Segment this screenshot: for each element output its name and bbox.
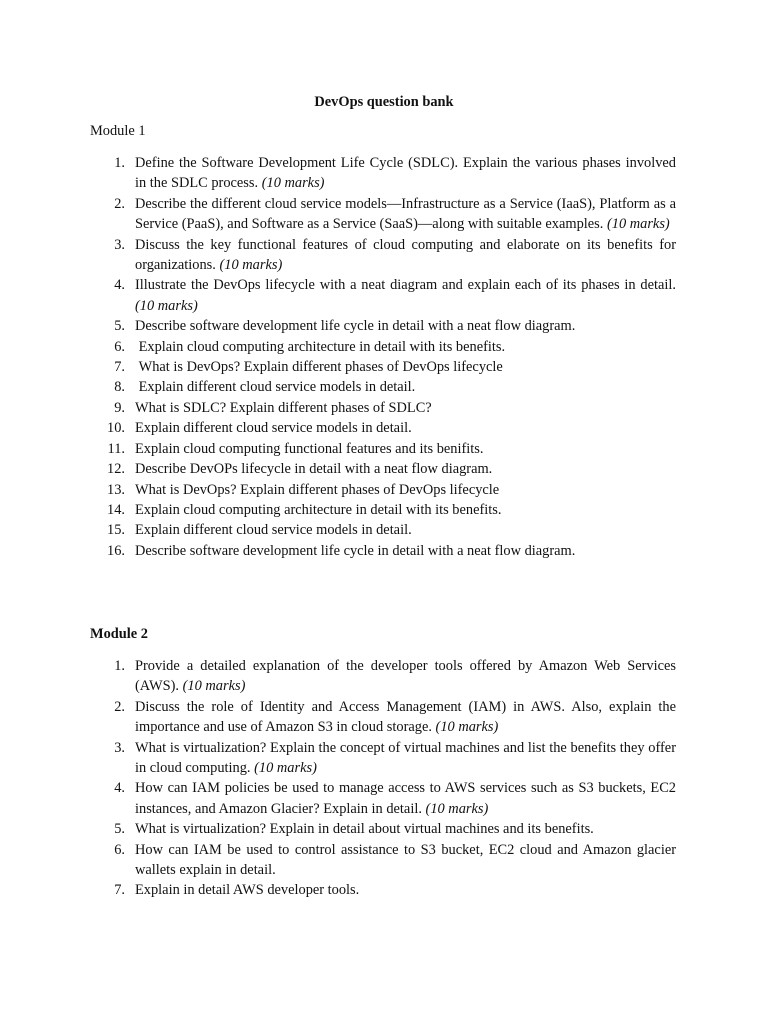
question-item <box>90 377 676 397</box>
module-2-question-list <box>90 656 676 901</box>
question-item <box>90 337 676 357</box>
question-item <box>90 418 676 438</box>
question-text: What is virtualization? Explain in detail about virtual machines and its benefits. <box>135 821 594 838</box>
question-text: Provide a detailed explanation of the developer tools offered by Amazon Web Services (AWS). <box>135 658 676 695</box>
question-text: Describe DevOPs lifecycle in detail with a neat flow diagram. <box>135 461 493 478</box>
module-2-heading: Module 2 <box>90 626 148 642</box>
question-text: How can IAM policies be used to manage access to AWS services such as S3 buckets, EC2 instances, and Amazon Glacier? Explain in detail. <box>135 780 676 817</box>
question-text: Explain cloud computing architecture in detail with its benefits. <box>135 338 506 355</box>
question-text: What is DevOps? Explain different phases of DevOps lifecycle <box>135 359 503 376</box>
question-marks: (10 marks) <box>135 297 198 314</box>
question-number: 2. <box>114 195 125 212</box>
module-1-heading: Module 1 <box>90 123 146 139</box>
question-number: 5. <box>114 821 125 838</box>
question-item <box>90 840 676 881</box>
question-number: 5. <box>114 318 125 335</box>
question-item <box>90 357 676 377</box>
question-marks: (10 marks) <box>425 800 489 817</box>
question-text: What is virtualization? Explain the concept of virtual machines and list the benefits they offer in cloud computing. <box>135 739 676 777</box>
question-item <box>90 541 676 561</box>
question-item <box>90 316 676 336</box>
question-number: 15. <box>107 522 125 539</box>
question-item <box>90 398 676 418</box>
module-1-question-list <box>90 153 676 561</box>
question-item <box>90 235 676 276</box>
question-number: 3. <box>114 739 125 756</box>
question-number: 6. <box>114 841 125 858</box>
question-item <box>90 500 676 520</box>
question-item <box>90 778 676 819</box>
question-marks: (10 marks) <box>219 257 283 274</box>
question-item <box>90 194 676 235</box>
question-text: Discuss the key functional features of cloud computing and elaborate on its benefits for organizations. <box>135 236 676 274</box>
question-marks: (10 marks) <box>435 719 499 736</box>
question-item <box>90 439 676 459</box>
question-number: 2. <box>114 698 125 715</box>
question-number: 8. <box>114 379 125 396</box>
question-marks: (10 marks) <box>182 678 246 695</box>
question-item <box>90 738 676 779</box>
question-item <box>90 697 676 738</box>
question-marks: (10 marks) <box>606 216 670 233</box>
question-text: Illustrate the DevOps lifecycle with a neat diagram and explain each of its phases in detail. <box>135 277 676 294</box>
question-text: Describe software development life cycle in detail with a neat flow diagram. <box>135 318 576 335</box>
question-number: 12. <box>107 461 125 478</box>
question-item <box>90 480 676 500</box>
question-text: Explain in detail AWS developer tools. <box>135 882 360 899</box>
question-number: 14. <box>107 501 125 518</box>
question-item <box>90 153 676 194</box>
question-number: 16. <box>107 542 125 559</box>
question-number: 4. <box>114 780 125 797</box>
question-text: Describe the different cloud service models—Infrastructure as a Service (IaaS), Platform as a Service (PaaS), and Software as a Service (SaaS)—along with suitable examples. <box>135 195 676 233</box>
question-text: Explain different cloud service models in detail. <box>135 420 412 437</box>
question-number: 7. <box>114 882 125 899</box>
question-text: Explain cloud computing functional features and its benifits. <box>135 440 484 457</box>
question-text: What is DevOps? Explain different phases of DevOps lifecycle <box>135 481 500 498</box>
question-number: 9. <box>114 399 125 416</box>
question-text: What is SDLC? Explain different phases of SDLC? <box>135 399 432 416</box>
question-number: 3. <box>114 236 125 253</box>
question-text: Describe software development life cycle in detail with a neat flow diagram. <box>135 542 576 559</box>
question-item <box>90 520 676 540</box>
question-item <box>90 459 676 479</box>
question-item <box>90 275 676 316</box>
question-text: Explain cloud computing architecture in detail with its benefits. <box>135 501 502 518</box>
question-number: 1. <box>114 658 125 674</box>
question-text: How can IAM be used to control assistance to S3 bucket, EC2 cloud and Amazon glacier wallets explain in detail. <box>135 841 676 879</box>
question-text: Discuss the role of Identity and Access Management (IAM) in AWS. Also, explain the importance and use of Amazon S3 in cloud storage. <box>135 698 676 736</box>
question-number: 6. <box>114 338 125 355</box>
question-number: 7. <box>114 359 125 376</box>
question-item <box>90 880 676 900</box>
question-text: Explain different cloud service models in detail. <box>135 522 412 539</box>
question-item <box>90 656 676 697</box>
question-text: Define the Software Development Life Cycle (SDLC). Explain the various phases involved in the SDLC process. <box>135 155 676 192</box>
question-marks: (10 marks) <box>254 760 317 777</box>
question-number: 13. <box>107 481 125 498</box>
question-marks: (10 marks) <box>261 175 325 192</box>
question-number: 11. <box>107 440 125 457</box>
question-number: 10. <box>107 420 125 437</box>
question-item <box>90 819 676 839</box>
question-text: Explain different cloud service models in detail. <box>135 379 416 396</box>
document-title: DevOps question bank <box>314 94 454 110</box>
question-number: 1. <box>114 155 125 171</box>
question-number: 4. <box>114 277 125 294</box>
